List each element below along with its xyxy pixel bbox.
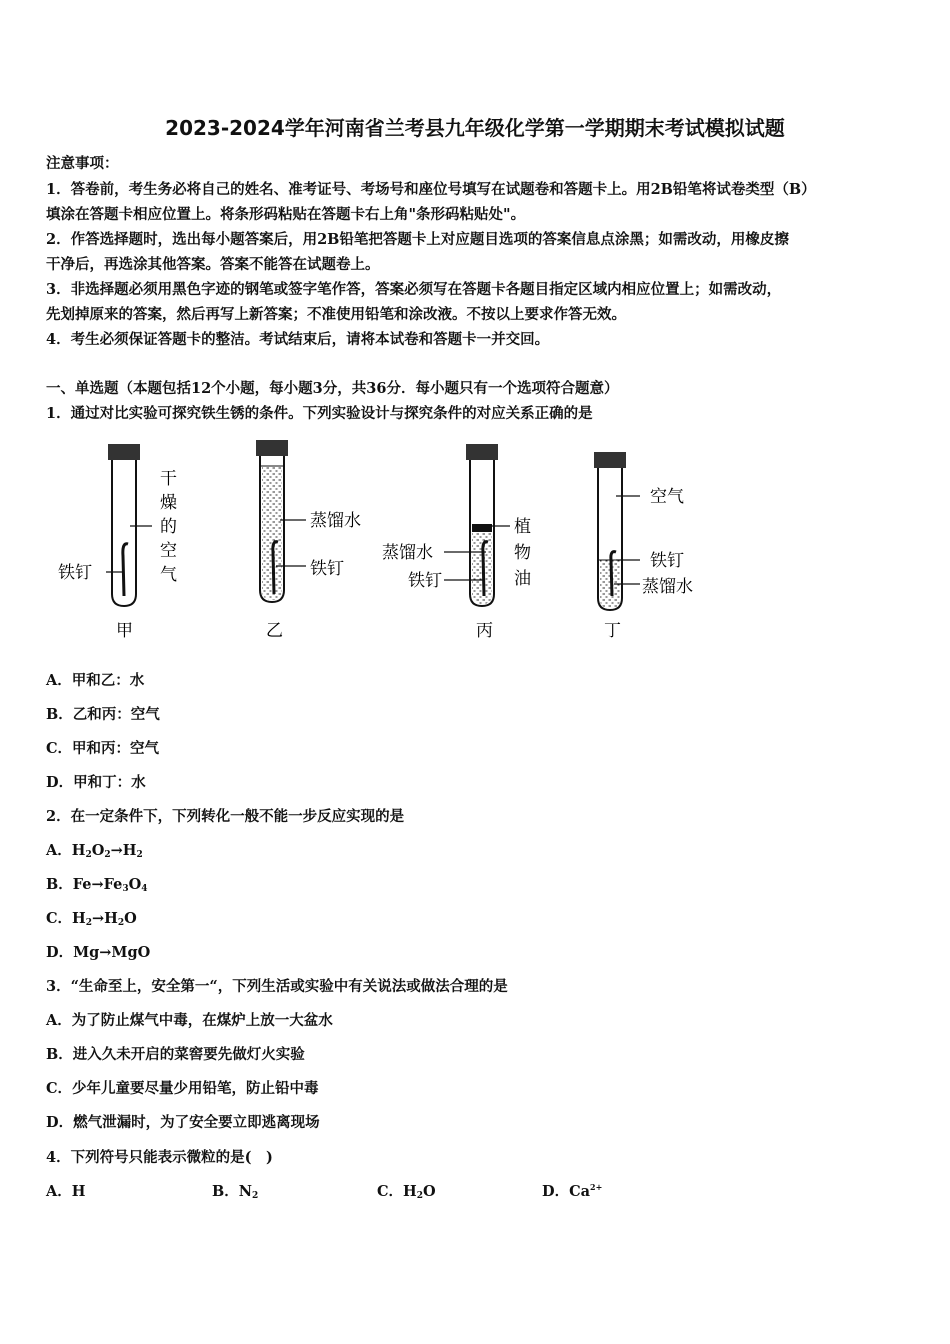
label-nail-c: 铁钉: [408, 571, 442, 591]
notice-1-cont: 填涂在答题卡相应位置上。将条形码粘贴在答题卡右上角"条形码粘贴处"。: [46, 206, 526, 223]
label-dry-2: 燥: [160, 493, 177, 513]
oil-layer: [472, 524, 492, 532]
q3-option-d[interactable]: D．燃气泄漏时，为了安全要立即逃离现场: [46, 1114, 320, 1131]
q1-option-b[interactable]: B．乙和丙：空气: [46, 706, 160, 723]
notice-2-cont: 干净后，再选涂其他答案。答案不能答在试题卷上。: [46, 256, 380, 273]
notice-2: 2．作答选择题时，选出每小题答案后，用2B铅笔把答题卡上对应题目选项的答案信息点涂黑；如需改动，用橡皮擦: [46, 231, 789, 248]
q2-option-b[interactable]: B．$Fe\to Fe_3O_4$: [46, 876, 148, 894]
label-air-d: 空气: [650, 487, 684, 507]
label-yi: 乙: [266, 621, 283, 641]
q4-option-d[interactable]: D．$Ca^{2+}$: [542, 1182, 603, 1200]
q2-option-a[interactable]: A．$H_2O_2\to H_2$: [46, 842, 143, 860]
section-heading: 一、单选题（本题包括12个小题，每小题3分，共36分．每小题只有一个选项符合题意）: [46, 380, 619, 397]
q3-option-b[interactable]: B．进入久未开启的菜窖要先做灯火实验: [46, 1046, 305, 1063]
q2-option-d[interactable]: D．Mg→MgO: [46, 944, 151, 961]
q4-stem: 4．下列符号只能表示微粒的是( ): [46, 1149, 273, 1166]
notice-3-cont: 先划掉原来的答案，然后再写上新答案；不准使用铅笔和涂改液。不按以上要求作答无效。: [46, 306, 626, 323]
q2-stem: 2．在一定条件下，下列转化一般不能一步反应实现的是: [46, 808, 405, 825]
q4-option-b[interactable]: B．$N_2$: [212, 1183, 259, 1201]
q1-option-d[interactable]: D．甲和丁：水: [46, 774, 146, 791]
label-nail-b: 铁钉: [310, 559, 344, 579]
label-oil-2: 物: [514, 543, 531, 563]
label-ding: 丁: [604, 621, 621, 641]
tube-bing-stopper: [466, 444, 498, 460]
label-dry-4: 空: [160, 541, 177, 561]
notice-heading: 注意事项：: [46, 155, 119, 172]
label-bing: 丙: [476, 621, 493, 641]
q2-option-c[interactable]: C．$H_2\to H_2O$: [46, 910, 137, 928]
q4-option-a[interactable]: A．H: [46, 1183, 86, 1200]
tube-jia-stopper: [108, 444, 140, 460]
q3-option-c[interactable]: C．少年儿童要尽量少用铅笔，防止铅中毒: [46, 1080, 319, 1097]
q3-stem: 3．“生命至上，安全第一“，下列生活或实验中有关说法或做法合理的是: [46, 978, 508, 995]
tube-bing: [382, 444, 531, 641]
tube-ding-stopper: [594, 452, 626, 468]
q1-option-c[interactable]: C．甲和丙：空气: [46, 740, 160, 757]
label-dry-3: 的: [160, 517, 177, 537]
nail-icon: [123, 544, 128, 596]
tube-jia: [58, 444, 177, 641]
tube-yi-stopper: [256, 440, 288, 456]
label-water-b: 蒸馏水: [310, 511, 361, 531]
label-dry-5: 气: [160, 565, 177, 585]
label-oil-1: 植: [514, 517, 531, 537]
q1-option-a[interactable]: A．甲和乙：水: [46, 672, 145, 689]
label-water-c: 蒸馏水: [382, 543, 433, 563]
label-nail-d: 铁钉: [650, 551, 684, 571]
notice-3: 3．非选择题必须用黑色字迹的钢笔或签字笔作答，答案必须写在答题卡各题目指定区域内相应位置上；如需改动，: [46, 281, 782, 298]
page-title: 2023-2024学年河南省兰考县九年级化学第一学期期末考试模拟试题: [165, 116, 785, 140]
q1-stem: 1．通过对比实验可探究铁生锈的条件。下列实验设计与探究条件的对应关系正确的是: [46, 405, 593, 422]
label-oil-3: 油: [514, 569, 531, 589]
q4-option-c[interactable]: C．$H_2O$: [377, 1183, 436, 1201]
label-water-d: 蒸馏水: [642, 577, 693, 597]
tube-yi: [256, 440, 361, 641]
rust-experiment-figure: [56, 436, 716, 646]
label-jia: 甲: [116, 621, 133, 641]
label-dry-1: 干: [160, 469, 177, 489]
label-nail-a: 铁钉: [58, 563, 92, 583]
notice-4: 4．考生必须保证答题卡的整洁。考试结束后，请将本试卷和答题卡一并交回。: [46, 331, 550, 348]
q3-option-a[interactable]: A．为了防止煤气中毒，在煤炉上放一大盆水: [46, 1012, 333, 1029]
notice-1: 1．答卷前，考生务必将自己的姓名、准考证号、考场号和座位号填写在试题卷和答题卡上。用2B铅笔将试卷类型（B）: [46, 181, 816, 198]
tube-ding: [594, 452, 693, 641]
